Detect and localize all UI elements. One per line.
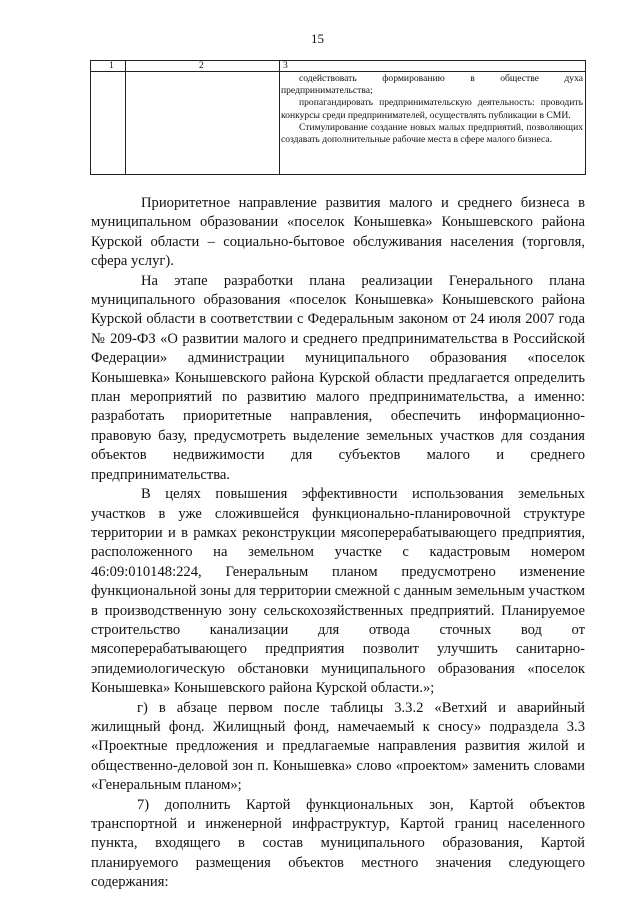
paragraph: 7) дополнить Картой функциональных зон, Картой объектов транспортной и инженерной инфраструктур, Картой границ населенного пункта, входящего в состав муниципального образования, Картой планируемого размещения объектов местного значения следующего содержания: [91, 796, 585, 891]
table-cell-line: Стимулирование создание новых малых предприятий, позволяющих создавать дополнительные рабочие места в сфере малого бизнеса. [281, 121, 583, 146]
table-header-col3: 3 [283, 60, 288, 71]
table-header-col1: 1 [109, 60, 114, 71]
table-cell-line: пропагандировать предпринимательскую деятельность: проводить конкурсы среди предпринимателей, осуществлять публикации в СМИ. [281, 97, 583, 121]
table-cell-line: содействовать формированию в обществе духа предпринимательства; [281, 73, 583, 97]
table-header-divider [91, 71, 585, 72]
paragraph: г) в абзаце первом после таблицы 3.3.2 «Ветхий и аварийный жилищный фонд. Жилищный фонд, намечаемый к сносу» подраздела 3.3 «Проектные предложения и предлагаемые направления развития жилой и общественно-деловой зон п. Конышевка» слово «проектом» заменить словами «Генеральным планом»; [91, 699, 585, 794]
table-column-divider [279, 61, 280, 174]
continuation-table [90, 60, 586, 175]
table-header-col2: 2 [199, 60, 204, 71]
table-column-divider [125, 61, 126, 174]
document-body [91, 194, 585, 893]
page-number: 15 [311, 31, 324, 46]
paragraph: В целях повышения эффективности использования земельных участков в уже сложившейся функционально-планировочной структуре территории и в рамках реконструкции мясоперерабатывающего предприятия, расположенного на земельном участке с кадастровым номером 46:09:010148:224, Генеральным планом предусмотрено изменение функциональной зоны для территории смежной с данным земельным участком в производственную зону сельскохозяйственных предприятий. Планируемое строительство канализации для отвода сточных вод от мясоперерабатывающего предприятия позволит улучшить санитарно-эпидемиологическую обстановки муниципального образования «поселок Конышевка» Конышевского района Курской области.»; [91, 486, 585, 697]
paragraph: Приоритетное направление развития малого и среднего бизнеса в муниципальном образовании «поселок Конышевка» Конышевского района Курской области – социально-бытовое обслуживания населения (торговля, сфера услуг). [91, 195, 585, 270]
paragraph: На этапе разработки плана реализации Генерального плана муниципального образования «поселок Конышевка» Конышевского района Курской области в соответствии с Федеральным законом от 24 июля 2007 года № 209-ФЗ «О развитии малого и среднего предпринимательства в Российской Федерации» администрации муниципального образования «поселок Конышевка» Конышевского района Курской области предлагается определить план мероприятий по развитию малого предпринимательства, а именно: разработать приоритетные направления, обеспечить информационно-правовую базу, предусмотреть выделение земельных участков для создания объектов недвижимости для субъектов малого и среднего предпринимательства. [91, 272, 585, 483]
table-cell-col3 [281, 73, 583, 146]
